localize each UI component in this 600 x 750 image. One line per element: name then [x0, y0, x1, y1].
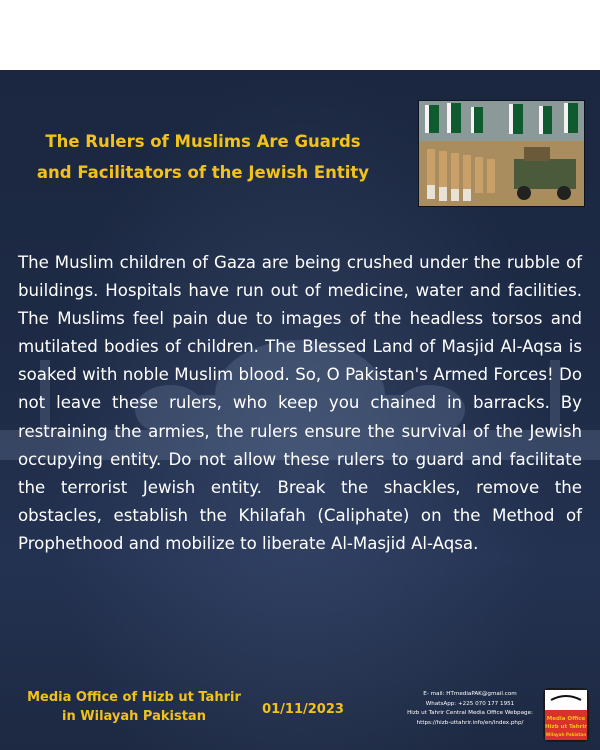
title-line-1: The Rulers of Muslims Are Guards — [45, 132, 361, 151]
publication-date: 01/11/2023 — [262, 702, 344, 717]
media-office-name — [14, 688, 254, 726]
military-parade-photo — [418, 100, 585, 207]
hizb-ut-tahrir-logo — [541, 686, 591, 744]
body-paragraph: The Muslim children of Gaza are being crushed under the rubble of buildings. Hospitals have run out of medicine, water and facilities. The Muslims feel pain due to images of the headless torsos and mutilated bodies of children. The Blessed Land of Masjid Al-Aqsa is soaked with noble Muslim blood. So, O Pakistan's Armed Forces! Do not leave these rulers, who keep you chained in barracks. By restraining the armies, the rulers ensure the survival of the Jewish occupying entity. Do not allow these rulers to guard and facilitate the terrorist Jewish entity. Break the shackles, remove the obstacles, establish the Khilafah (Caliphate) on the Method of Prophethood and mobilize to liberate Al-Masjid Al-Aqsa. — [18, 253, 582, 553]
contact-info — [400, 690, 540, 728]
contact-email[interactable]: E- mail: HTmediaPAK@gmail.com — [423, 691, 517, 697]
contact-webpage-label: Hizb ut Tahrir Central Media Office Webpage: — [407, 710, 533, 716]
media-office-line-2: in Wilayah Pakistan — [62, 709, 206, 724]
poster-title — [18, 126, 388, 188]
svg-text:Hizb ut Tahrir: Hizb ut Tahrir — [545, 724, 587, 730]
svg-text:Wilayah Pakistan: Wilayah Pakistan — [545, 732, 587, 737]
contact-whatsapp: WhatsApp: +225 070 177 1951 — [425, 700, 515, 707]
media-office-line-1: Media Office of Hizb ut Tahrir — [27, 690, 241, 705]
title-line-2: and Facilitators of the Jewish Entity — [36, 163, 370, 182]
contact-webpage-url[interactable]: https://hizb-uttahrir.info/en/index.php/ — [416, 719, 524, 726]
parade-photo-illustration — [419, 101, 584, 206]
svg-text:Media Office: Media Office — [546, 716, 586, 722]
